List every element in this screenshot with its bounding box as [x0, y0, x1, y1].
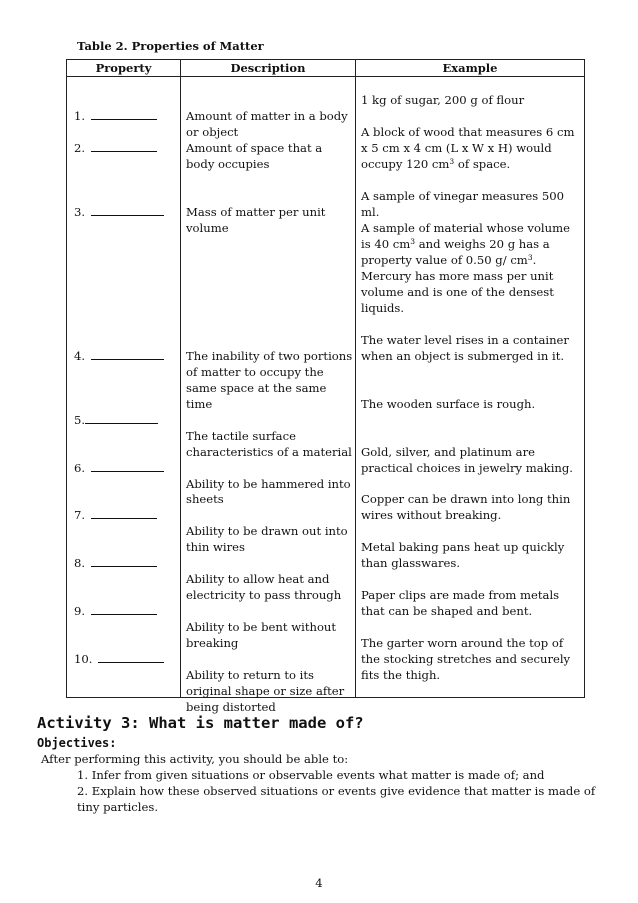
example-line: Copper can be drawn into long thin [361, 492, 571, 506]
answer-blank [91, 140, 157, 152]
description-line: characteristics of a material [186, 445, 352, 459]
example-line: Mercury has more mass per unit [361, 269, 554, 283]
item-number: 4. [74, 349, 86, 363]
example-text: is 40 cm [361, 237, 411, 251]
example-text: occupy 120 cm [361, 157, 450, 171]
description-line: body occupies [186, 157, 270, 171]
answer-blank [91, 460, 164, 472]
example-line: ml. [361, 205, 380, 219]
objective-2: 2. Explain how these observed situations or events give evidence that matter is made of [77, 784, 596, 798]
example-text: of space. [454, 157, 511, 171]
description-line: Amount of space that a [186, 141, 323, 155]
description-line: Ability to be hammered into [186, 477, 351, 491]
description-line: Ability to return to its [186, 668, 315, 682]
description-line: breaking [186, 636, 239, 650]
superscript: 3 [527, 253, 533, 262]
description-line: volume [186, 221, 229, 235]
example-line: liquids. [361, 301, 405, 315]
activity-title: Activity 3: What is matter made of? [37, 714, 364, 732]
superscript: 3 [449, 157, 455, 166]
property-blank-item [74, 140, 157, 156]
description-line: or object [186, 125, 239, 139]
header-property: Property [67, 60, 181, 77]
table-caption: Table 2. Properties of Matter [77, 39, 264, 53]
properties-table [66, 59, 585, 714]
example-line [361, 156, 510, 172]
answer-blank [91, 204, 164, 216]
example-line: A sample of material whose volume [361, 221, 570, 235]
superscript: 3 [410, 237, 416, 246]
example-line: A block of wood that measures 6 cm [361, 125, 575, 139]
table-body-row [67, 77, 585, 698]
property-column [67, 77, 181, 698]
example-line: volume and is one of the densest [361, 285, 554, 299]
item-number: 7. [74, 508, 86, 522]
example-text: property value of 0.50 g/ cm [361, 253, 528, 267]
table-header-row [67, 60, 585, 77]
example-line [361, 252, 536, 268]
objective-2-continued: tiny particles. [77, 800, 159, 814]
answer-blank [98, 651, 164, 663]
answer-blank [91, 555, 157, 567]
description-line: Ability to be drawn out into [186, 524, 348, 538]
activity-intro: After performing this activity, you should be able to: [41, 752, 349, 766]
property-blank-item [74, 460, 164, 476]
example-line: The water level rises in a container [361, 333, 569, 347]
description-line: being distorted [186, 700, 276, 714]
item-number: 1. [74, 109, 86, 123]
description-line: same space at the same [186, 381, 327, 395]
answer-blank [91, 108, 157, 120]
answer-blank [91, 603, 157, 615]
example-line [361, 236, 550, 252]
description-line: Amount of matter in a body [186, 109, 348, 123]
answer-blank [85, 412, 158, 424]
item-number: 10. [74, 652, 93, 666]
example-text: and weighs 20 g has a [415, 237, 550, 251]
item-number: 6. [74, 461, 86, 475]
example-line: Metal baking pans heat up quickly [361, 540, 565, 554]
description-line: thin wires [186, 540, 245, 554]
example-line: x 5 cm x 4 cm (L x W x H) would [361, 141, 552, 155]
example-line: Gold, silver, and platinum are [361, 445, 535, 459]
item-number: 5. [74, 413, 86, 427]
example-line: wires without breaking. [361, 508, 502, 522]
objective-1: 1. Infer from given situations or observable events what matter is made of; and [77, 768, 545, 782]
property-blank-item [74, 204, 164, 220]
description-line: Ability to be bent without [186, 620, 337, 634]
example-line: fits the thigh. [361, 668, 441, 682]
example-line: the stocking stretches and securely [361, 652, 571, 666]
description-line: original shape or size after [186, 684, 345, 698]
item-number: 9. [74, 604, 86, 618]
example-line: that can be shaped and bent. [361, 604, 533, 618]
description-line: sheets [186, 492, 224, 506]
example-line: The wooden surface is rough. [361, 397, 536, 411]
page-number: 4 [315, 876, 323, 890]
example-line: A sample of vinegar measures 500 [361, 189, 565, 203]
description-line: of matter to occupy the [186, 365, 324, 379]
description-line: The inability of two portions [186, 349, 353, 363]
description-line: electricity to pass through [186, 588, 342, 602]
objectives-label: Objectives: [37, 736, 117, 750]
property-blank-item [74, 651, 164, 667]
description-line: Ability to allow heat and [186, 572, 330, 586]
description-line: Mass of matter per unit [186, 205, 326, 219]
property-blank-item [74, 555, 157, 571]
description-column [181, 77, 356, 714]
example-line: The garter worn around the top of [361, 636, 564, 650]
property-blank-item [74, 348, 164, 364]
property-blank-item [74, 507, 157, 523]
property-blank-item [74, 412, 158, 428]
example-line: practical choices in jewelry making. [361, 461, 573, 475]
example-line: than glasswares. [361, 556, 461, 570]
example-text: . [532, 253, 537, 267]
example-column [356, 77, 585, 698]
example-line: 1 kg of sugar, 200 g of flour [361, 93, 525, 107]
answer-blank [91, 507, 157, 519]
header-example: Example [356, 60, 585, 77]
property-blank-item [74, 603, 157, 619]
description-line: The tactile surface [186, 429, 296, 443]
description-line: time [186, 397, 213, 411]
example-line: Paper clips are made from metals [361, 588, 560, 602]
header-description: Description [181, 60, 356, 77]
answer-blank [91, 348, 164, 360]
item-number: 2. [74, 141, 86, 155]
item-number: 3. [74, 205, 86, 219]
example-line: when an object is submerged in it. [361, 349, 565, 363]
property-blank-item [74, 108, 157, 124]
item-number: 8. [74, 556, 86, 570]
